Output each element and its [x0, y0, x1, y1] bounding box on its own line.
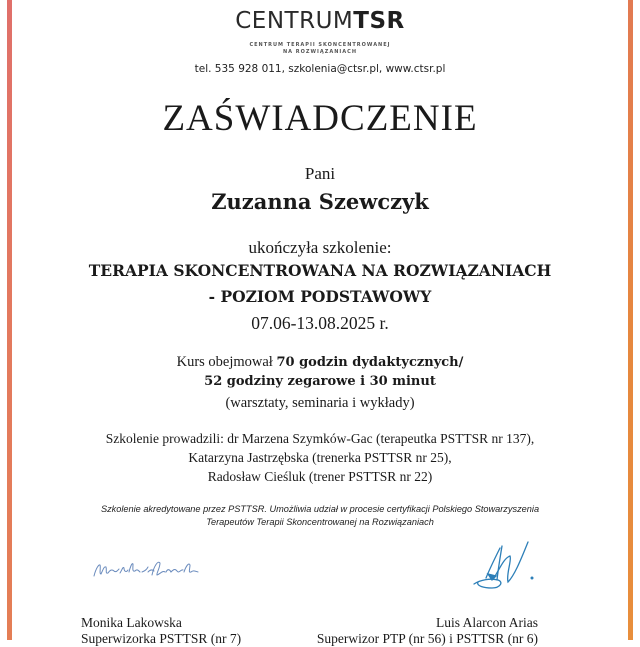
logo-subtitle-line2: NA ROZWIĄZANIACH	[282, 49, 358, 55]
hours-line1	[0, 352, 640, 373]
contact-info: tel. 535 928 011, szkolenia@ctsr.pl, www.ctsr.pl	[194, 63, 446, 75]
accreditation-line2: Terapeutów Terapii Skoncentrowanej na Rozwiązaniach	[206, 517, 434, 527]
course-dates: 07.06-13.08.2025 r.	[251, 313, 389, 333]
course-name-line2: - POZIOM PODSTAWOWY	[208, 287, 432, 306]
logo-text-light: CENTRUM	[235, 8, 354, 34]
signature-dot	[531, 577, 534, 580]
hours-prefix: Kurs obejmował	[176, 354, 277, 370]
course-forms: (warsztaty, seminaria i wykłady)	[225, 395, 415, 411]
logo-text-bold: TSR	[353, 8, 405, 34]
signer-left-role: Superwizorka PSTTSR (nr 7)	[81, 631, 242, 646]
signature-left-icon	[90, 556, 210, 586]
trainers-line3: Radosław Cieśluk (trener PSTTSR nr 22)	[207, 469, 433, 484]
trainers-line2: Katarzyna Jastrzębska (trenerka PSTTSR nr 25),	[188, 450, 452, 465]
logo-subtitle-line1: CENTRUM TERAPII SKONCENTROWANEJ	[249, 42, 391, 48]
didactic-hours: 70 godzin dydaktycznych/	[276, 355, 464, 370]
course-name-line1: TERAPIA SKONCENTROWANA NA ROZWIĄZANIACH	[88, 261, 552, 280]
signer-right-name: Luis Alarcon Arias	[436, 615, 538, 630]
signature-right-icon	[470, 538, 560, 598]
clock-hours: 52 godziny zegarowe i 30 minut	[204, 374, 436, 389]
signer-right-role: Superwizor PTP (nr 56) i PSTTSR (nr 6)	[316, 631, 538, 646]
completed-text: ukończyła szkolenie:	[248, 238, 392, 257]
logo	[0, 7, 640, 35]
certificate-title: ZAŚWIADCZENIE	[162, 98, 478, 139]
trainers-line1: Szkolenie prowadzili: dr Marzena Szymków-Gac (terapeutka PSTTSR nr 137),	[105, 431, 535, 446]
signer-left-name: Monika Lakowska	[81, 615, 182, 630]
recipient-name: Zuzanna Szewczyk	[211, 189, 429, 214]
salutation: Pani	[304, 164, 336, 183]
accreditation-line1: Szkolenie akredytowane przez PSTTSR. Umożliwia udział w procesie certyfikacji Polskiego Stowarzyszenia	[100, 504, 540, 514]
